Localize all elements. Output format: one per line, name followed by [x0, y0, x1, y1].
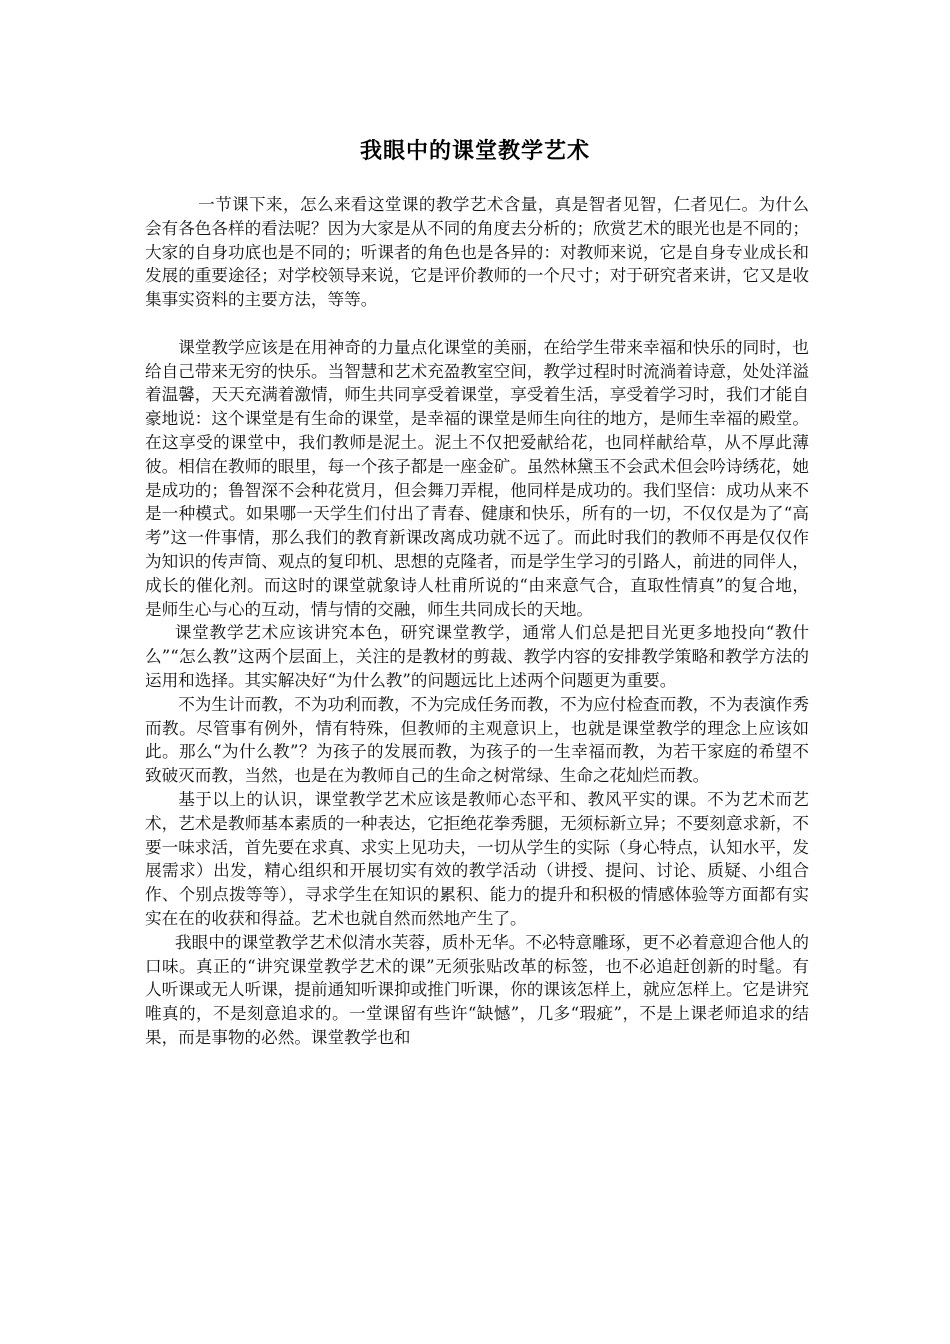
- paragraph-intro: 一节课下来，怎么来看这堂课的教学艺术含量，真是智者见智，仁者见仁。为什么会有各色各样的看法呢？因为大家是从不同的角度去分析的；欣赏艺术的眼光也是不同的；大家的自身功底也是不同的；听课者的角色也是各异的：对教师来说，它是自身专业成长和发展的重要途径；对学校领导来说，它是评价教师的一个尺寸；对于研究者来讲，它又是收集事实资料的主要方法，等等。: [145, 195, 809, 310]
- document-body: [145, 193, 809, 1050]
- paragraph-plain-teaching: 基于以上的认识，课堂教学艺术应该是教师心态平和、教风平实的课。不为艺术而艺术，艺术是教师基本素质的一种表达，它拒绝花拳秀腿，无须标新立异；不要刻意求新，不要一味求活，首先要在求真、求实上见功夫，一切从学生的实际（身心特点，认知水平，发展需求）出发，精心组织和开展切实有效的教学活动（讲授、提问、讨论、质疑、小组合作、个别点拨等等），寻求学生在知识的累积、能力的提升和积极的情感体验等方面都有实实在在的收获和得益。艺术也就自然而然地产生了。: [145, 789, 809, 928]
- paragraph-my-view: 我眼中的课堂教学艺术似清水芙蓉，质朴无华。不必特意雕琢，更不必着意迎合他人的口味。真正的“讲究课堂教学艺术的课”无须张贴改革的标签，也不必追赶创新的时髦。有人听课或无人听课，提前通知听课抑或推门听课，你的课该怎样上，就应怎样上。它是讲究唯真的，不是刻意追求的。一堂课留有些许“缺憾”，几多“瑕疵”，不是上课老师追求的结果，而是事物的必然。课堂教学也和: [145, 932, 809, 1047]
- paragraph-why-teach: 不为生计而教，不为功利而教，不为完成任务而教，不为应付检查而教，不为表演作秀而教。尽管事有例外，情有特殊，但教师的主观意识上，也就是课堂教学的理念上应该如此。那么“为什么教”？为孩子的发展而教，为孩子的一生幸福而教，为若干家庭的希望不致破灭而教，当然，也是在为教师自己的生命之树常绿、生命之花灿烂而教。: [145, 694, 809, 786]
- document-title: 我眼中的课堂教学艺术: [359, 139, 590, 164]
- paragraph-teaching-essence: 课堂教学艺术应该讲究本色，研究课堂教学，通常人们总是把目光更多地投向“教什么”“怎么教”这两个层面上，关注的是教材的剪裁、教学内容的安排教学策略和教学方法的运用和选择。其实解决好“为什么教”的问题远比上述两个问题更为重要。: [145, 623, 809, 690]
- paragraph-classroom-happiness: 课堂教学应该是在用神奇的力量点化课堂的美丽，在给学生带来幸福和快乐的同时，也给自己带来无穷的快乐。当智慧和艺术充盈教室空间，教学过程时时流淌着诗意，处处洋溢着温馨，天天充满着激情，师生共同享受着课堂，享受着生活，享受着学习时，我们才能自豪地说：这个课堂是有生命的课堂，是幸福的课堂是师生向往的地方，是师生幸福的殿堂。在这享受的课堂中，我们教师是泥土。泥土不仅把爱献给花，也同样献给草，从不厚此薄彼。相信在教师的眼里，每一个孩子都是一座金矿。虽然林黛玉不会武术但会吟诗绣花，她是成功的；鲁智深不会种花赏月，但会舞刀弄棍，他同样是成功的。我们坚信：成功从来不是一种模式。如果哪一天学生们付出了青春、健康和快乐，所有的一切，不仅仅是为了“高考”这一件事情，那么我们的教育新课改离成功就不远了。而此时我们的教师不再是仅仅作为知识的传声筒、观点的复印机、思想的克隆者，而是学生学习的引路人，前进的同伴人，成长的催化剂。而这时的课堂就象诗人杜甫所说的“由来意气合，直取性情真”的复合地，是师生心与心的互动，情与情的交融，师生共同成长的天地。: [145, 337, 809, 619]
